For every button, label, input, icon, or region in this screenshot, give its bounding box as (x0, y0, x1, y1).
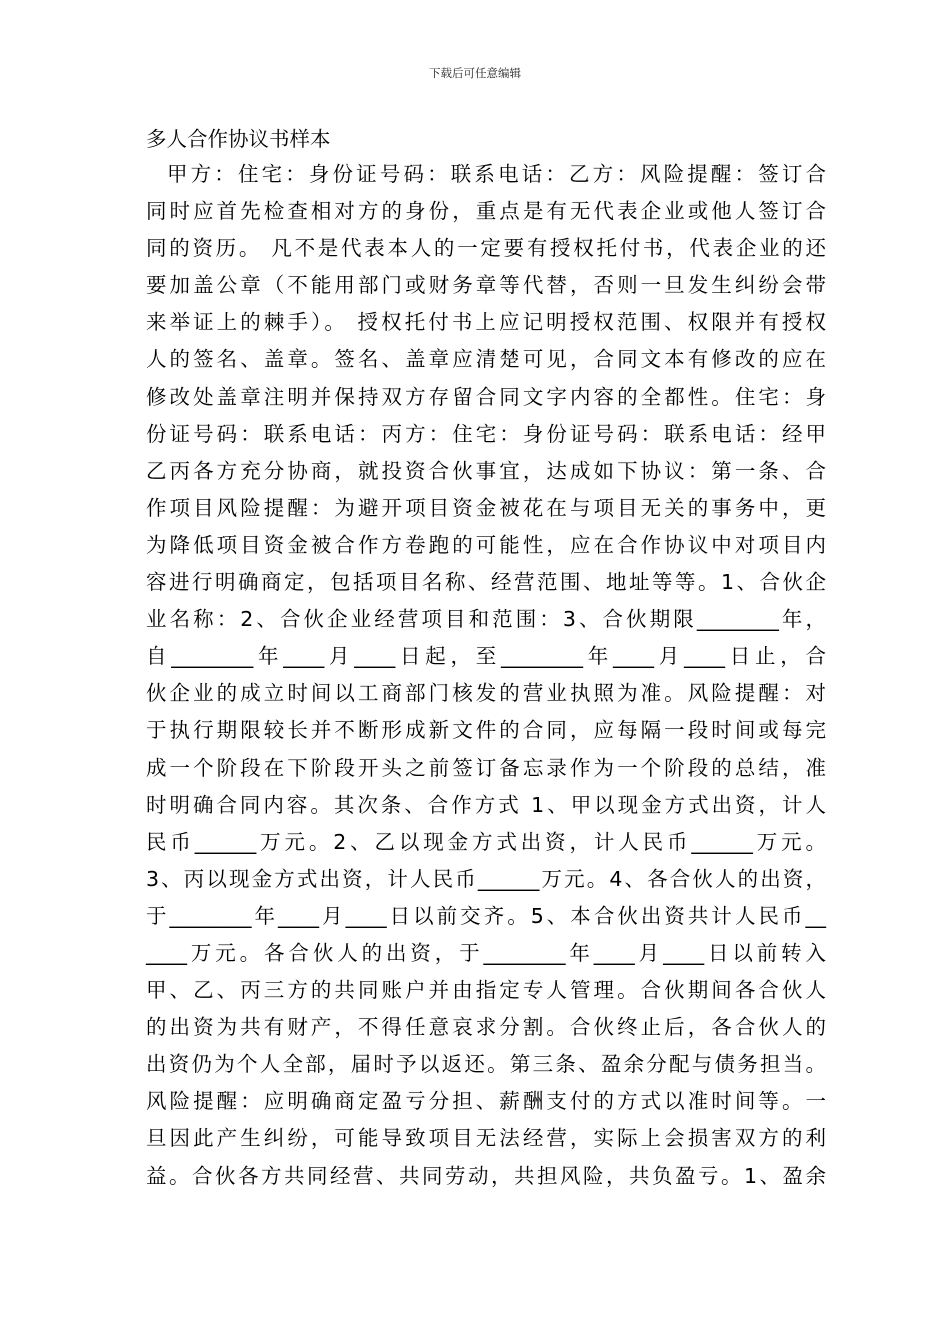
body-line: 要加盖公章（不能用部门或财务章等代替，否则一旦发生纠纷会带 (146, 273, 826, 298)
body-line: 成一个阶段在下阶段开头之前签订备忘录作为一个阶段的总结，准 (146, 755, 826, 780)
body-line: 伙企业的成立时间以工商部门核发的营业执照为准。风险提醒：对 (146, 681, 826, 706)
body-line: 的出资为共有财产，不得任意哀求分割。合伙终止后，各合伙人的 (146, 1015, 826, 1040)
body-line: 甲方：住宅：身份证号码：联系电话：乙方：风险提醒：签订合 (167, 162, 826, 186)
page-header: 下载后可任意编辑 (429, 66, 521, 80)
body-line: 于执行期限较长并不断形成新文件的合同，应每隔一段时间或每完 (146, 718, 826, 743)
body-line: 为降低项目资金被合作方卷跑的可能性，应在合作协议中对项目内 (146, 532, 826, 557)
body-line: 同时应首先检查相对方的身份，重点是有无代表企业或他人签订合 (146, 199, 826, 224)
body-line: 乙丙各方充分协商，就投资合伙事宜，达成如下协议：第一条、合 (146, 458, 826, 483)
body-line: ____万元。各合伙人的出资，于________年____月____日以前转入 (146, 940, 826, 965)
document-body (146, 156, 826, 1195)
body-line: 人的签名、盖章。签名、盖章应清楚可见，合同文本有修改的应在 (146, 347, 826, 372)
body-line: 自________年____月____日起，至________年____月____日止，合 (146, 644, 826, 669)
body-line: 来举证上的棘手）。 授权托付书上应记明授权范围、权限并有授权 (146, 310, 826, 335)
body-line: 出资仍为个人全部，届时予以返还。第三条、盈余分配与债务担当。 (146, 1052, 826, 1077)
body-line: 容进行明确商定，包括项目名称、经营范围、地址等等。1、合伙企 (146, 570, 826, 595)
body-line: 份证号码：联系电话：丙方：住宅：身份证号码：联系电话：经甲 (146, 421, 826, 446)
body-line: 业名称：2、合伙企业经营项目和范围：3、合伙期限________年， (146, 607, 826, 632)
body-line: 旦因此产生纠纷，可能导致项目无法经营，实际上会损害双方的利 (146, 1126, 826, 1151)
body-line: 修改处盖章注明并保持双方存留合同文字内容的全都性。住宅：身 (146, 384, 826, 409)
body-line: 同的资历。 凡不是代表本人的一定要有授权托付书，代表企业的还 (146, 236, 826, 261)
body-line: 甲、乙、丙三方的共同账户并由指定专人管理。合伙期间各合伙人 (146, 978, 826, 1003)
body-line: 3、丙以现金方式出资，计人民币______万元。4、各合伙人的出资， (146, 866, 826, 891)
body-line: 风险提醒：应明确商定盈亏分担、薪酬支付的方式以准时间等。一 (146, 1089, 826, 1114)
body-line: 作项目风险提醒：为避开项目资金被花在与项目无关的事务中，更 (146, 495, 826, 520)
body-line: 益。合伙各方共同经营、共同劳动，共担风险，共负盈亏。1、盈余 (146, 1163, 826, 1188)
body-line: 民币______万元。2、乙以现金方式出资，计人民币______万元。 (146, 829, 826, 854)
body-line: 时明确合同内容。其次条、合作方式 1、甲以现金方式出资，计人 (146, 792, 826, 817)
body-line: 于________年____月____日以前交齐。5、本合伙出资共计人民币__ (146, 903, 826, 928)
document-title: 多人合作协议书样本 (146, 127, 331, 151)
